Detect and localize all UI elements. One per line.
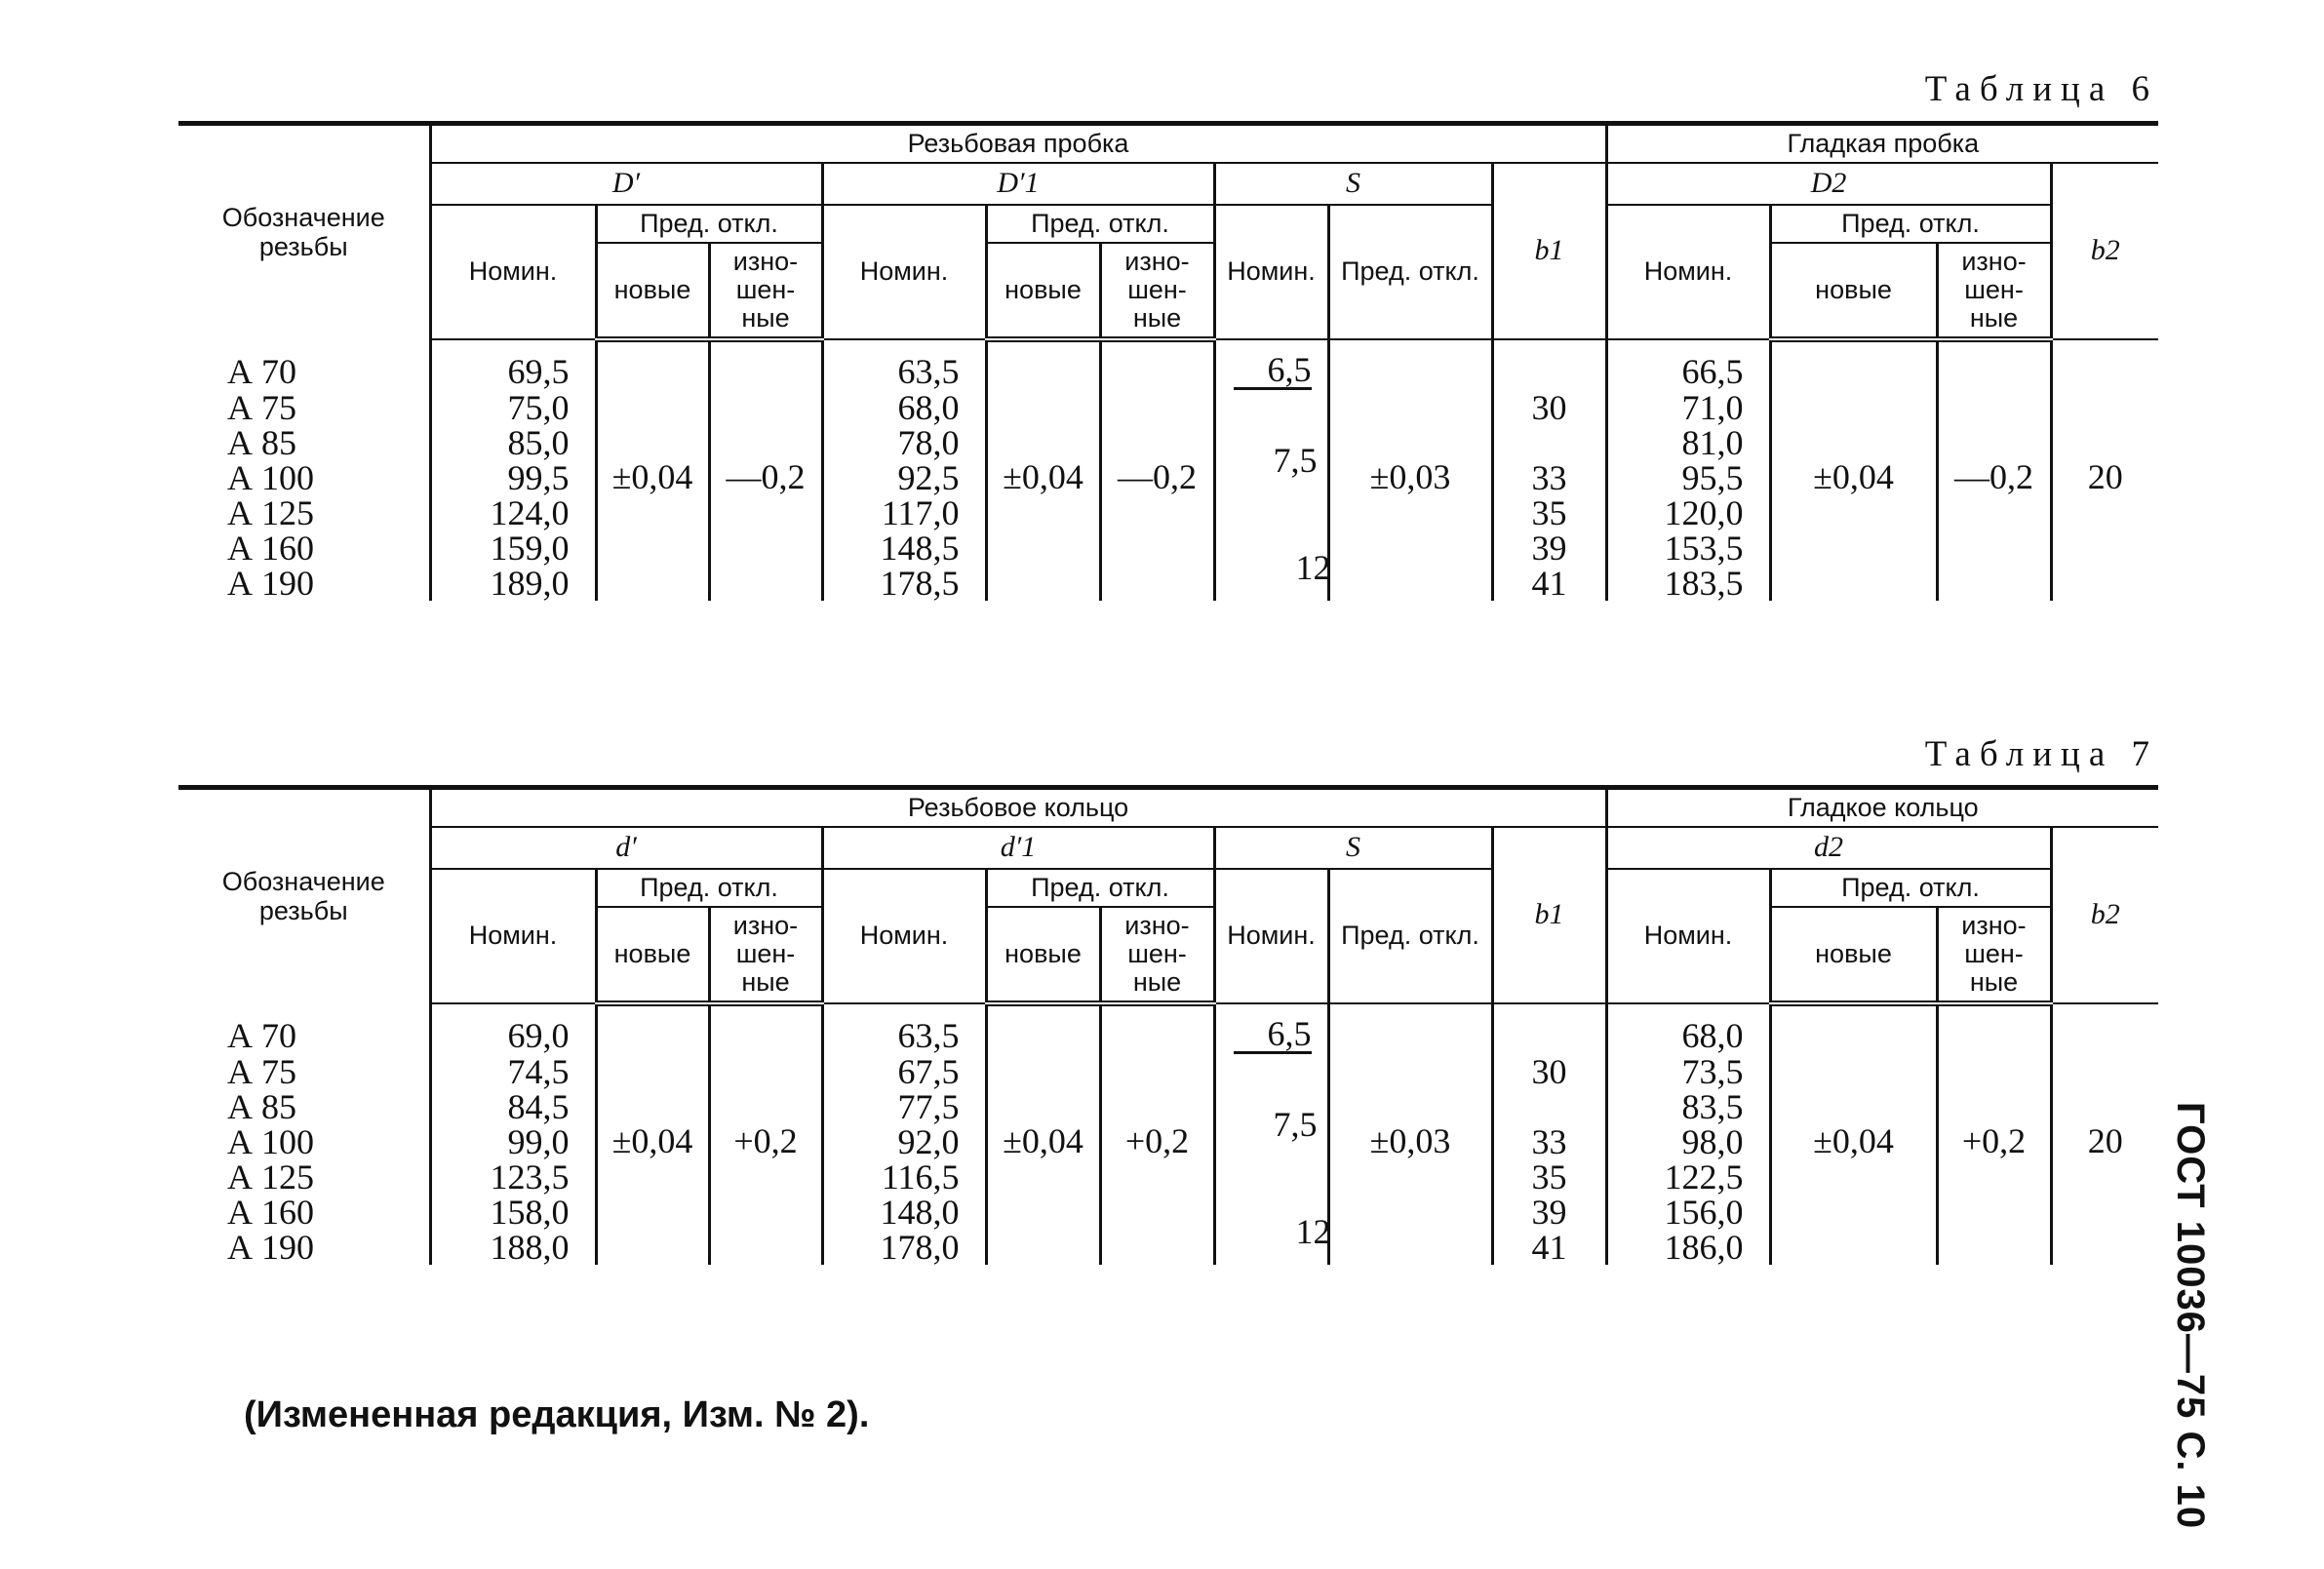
b1-cell: 30 [1492, 1054, 1606, 1089]
d1-new-tol-cell: ±0,04 [986, 352, 1100, 601]
d2-nom-cell: 68,0 [1606, 1016, 1770, 1054]
s-pred-otkl-header: Пред. откл. [1328, 869, 1492, 1004]
d1-worn-tol-cell: +0,2 [1100, 1016, 1214, 1265]
designation-cell: А 190 [227, 1228, 314, 1268]
worn-header: изно- шен- ные [1100, 243, 1214, 339]
d2-new-tol-cell: ±0,04 [1770, 352, 1937, 601]
d-nom-cell: 69,5 [430, 352, 596, 390]
b1-cell [1492, 1016, 1606, 1054]
d1-prime-header: d′1 [822, 827, 1214, 868]
pred-otkl-header: Пред. откл. [1770, 205, 2051, 243]
d1-nom-cell: 92,0 [822, 1124, 986, 1159]
d1-nom-cell: 68,0 [822, 390, 986, 425]
b1-cell [1492, 1089, 1606, 1124]
worn-header: изно- шен- ные [709, 243, 822, 339]
designation-cell: А 160 [227, 529, 314, 569]
d2-nom-cell: 66,5 [1606, 352, 1770, 390]
designation-cell: А 70 [227, 1015, 296, 1055]
s-tol-cell: ±0,03 [1328, 1016, 1492, 1265]
b1-cell [1492, 352, 1606, 390]
b1-cell: 41 [1492, 566, 1606, 601]
s-nom-cell: 7,5 [1214, 390, 1328, 530]
d1-nom-cell: 178,5 [822, 566, 986, 601]
b1-header: b1 [1492, 827, 1606, 1003]
d2-nom-cell: 73,5 [1606, 1054, 1770, 1089]
d-nom-cell: 75,0 [430, 390, 596, 425]
s-nom-cell: 12 [1214, 530, 1328, 601]
pred-otkl-header: Пред. откл. [596, 869, 822, 907]
d2-nom-cell: 153,5 [1606, 530, 1770, 566]
designation-cell: А 75 [227, 388, 296, 428]
s-nom-header: Номин. [1214, 869, 1328, 1004]
s-nom-cell: 7,5 [1214, 1054, 1328, 1195]
b1-cell: 35 [1492, 1159, 1606, 1195]
b1-cell [1492, 425, 1606, 460]
designation-cell: А 85 [227, 1087, 296, 1127]
designation-cell: А 125 [227, 493, 314, 533]
d2-header: D2 [1606, 163, 2051, 204]
d2-nom-cell: 122,5 [1606, 1159, 1770, 1195]
d-nom-cell: 158,0 [430, 1195, 596, 1230]
s-nom-header: Номин. [1214, 205, 1328, 340]
new-header: новые [596, 907, 709, 1003]
s-tol-cell: ±0,03 [1328, 352, 1492, 601]
d1-nom-cell: 77,5 [822, 1089, 986, 1124]
pred-otkl-header: Пред. откл. [986, 869, 1214, 907]
d2-nom-cell: 120,0 [1606, 495, 1770, 530]
b1-cell: 39 [1492, 530, 1606, 566]
table-6 [178, 121, 2158, 604]
designation-cell: А 100 [227, 1122, 314, 1162]
nom-header: Номин. [430, 205, 596, 340]
d-prime-header: D′ [430, 163, 822, 204]
d-nom-cell: 159,0 [430, 530, 596, 566]
b1-cell: 33 [1492, 1124, 1606, 1159]
group-smooth-plug-header: Гладкая пробка [1606, 124, 2158, 164]
d1-new-tol-cell: ±0,04 [986, 1016, 1100, 1265]
d2-worn-tol-cell: +0,2 [1937, 1016, 2051, 1265]
worn-header: изно- шен- ные [1937, 243, 2051, 339]
d-nom-cell: 84,5 [430, 1089, 596, 1124]
designation-cell: А 100 [227, 458, 314, 498]
d-new-tol-cell: ±0,04 [596, 1016, 709, 1265]
d-prime-header: d′ [430, 827, 822, 868]
d1-nom-cell: 116,5 [822, 1159, 986, 1195]
d-nom-cell: 189,0 [430, 566, 596, 601]
designation-cell: А 85 [227, 423, 296, 463]
group-thread-plug-header: Резьбовая пробка [430, 124, 1606, 164]
pred-otkl-header: Пред. откл. [596, 205, 822, 243]
pred-otkl-header: Пред. откл. [1770, 869, 2051, 907]
d-nom-cell: 99,5 [430, 460, 596, 495]
d1-nom-cell: 148,0 [822, 1195, 986, 1230]
b2-header: b2 [2051, 163, 2158, 339]
page-side-label: ГОСТ 10036—75 С. 10 [2169, 1102, 2212, 1530]
b2-cell: 20 [2051, 1016, 2158, 1265]
b2-header: b2 [2051, 827, 2158, 1003]
table-row [178, 1016, 2158, 1054]
d2-nom-cell: 71,0 [1606, 390, 1770, 425]
d-nom-cell: 99,0 [430, 1124, 596, 1159]
d2-header: d2 [1606, 827, 2051, 868]
s-pred-otkl-header: Пред. откл. [1328, 205, 1492, 340]
b1-cell: 35 [1492, 495, 1606, 530]
nom-header: Номин. [1606, 869, 1770, 1004]
group-smooth-ring-header: Гладкое кольцо [1606, 788, 2158, 828]
designation-cell: А 125 [227, 1157, 314, 1197]
b1-cell: 39 [1492, 1195, 1606, 1230]
b1-header: b1 [1492, 163, 1606, 339]
new-header: новые [1770, 243, 1937, 339]
s-nom-cell [1214, 1016, 1328, 1054]
s-nom-value: 6,5 [1234, 1016, 1312, 1054]
d1-nom-cell: 63,5 [822, 1016, 986, 1054]
d2-nom-cell: 186,0 [1606, 1230, 1770, 1265]
nom-header: Номин. [430, 869, 596, 1004]
b1-cell: 33 [1492, 460, 1606, 495]
designation-header: Обозначение резьбы [178, 124, 430, 340]
d-worn-tol-cell: +0,2 [709, 1016, 822, 1265]
group-thread-ring-header: Резьбовое кольцо [430, 788, 1606, 828]
d-worn-tol-cell: —0,2 [709, 352, 822, 601]
d1-nom-cell: 117,0 [822, 495, 986, 530]
d1-prime-header: D′1 [822, 163, 1214, 204]
d-nom-cell: 85,0 [430, 425, 596, 460]
d-nom-cell: 123,5 [430, 1159, 596, 1195]
table-7-title: Таблица 7 [1924, 734, 2158, 774]
worn-header: изно- шен- ные [1100, 907, 1214, 1003]
footnote: (Измененная редакция, Изм. № 2). [244, 1394, 870, 1435]
new-header: новые [986, 243, 1100, 339]
designation-cell: А 75 [227, 1052, 296, 1092]
d2-nom-cell: 95,5 [1606, 460, 1770, 495]
d1-worn-tol-cell: —0,2 [1100, 352, 1214, 601]
new-header: новые [1770, 907, 1937, 1003]
b2-cell: 20 [2051, 352, 2158, 601]
d2-nom-cell: 83,5 [1606, 1089, 1770, 1124]
d1-nom-cell: 63,5 [822, 352, 986, 390]
d2-nom-cell: 98,0 [1606, 1124, 1770, 1159]
d2-worn-tol-cell: —0,2 [1937, 352, 2051, 601]
d2-nom-cell: 81,0 [1606, 425, 1770, 460]
d2-nom-cell: 156,0 [1606, 1195, 1770, 1230]
s-nom-cell: 12 [1214, 1195, 1328, 1265]
nom-header: Номин. [822, 205, 986, 340]
s-header: S [1214, 827, 1492, 868]
d1-nom-cell: 67,5 [822, 1054, 986, 1089]
d-nom-cell: 188,0 [430, 1230, 596, 1265]
table-row [178, 352, 2158, 390]
d-nom-cell: 74,5 [430, 1054, 596, 1089]
d1-nom-cell: 178,0 [822, 1230, 986, 1265]
s-header: S [1214, 163, 1492, 204]
nom-header: Номин. [822, 869, 986, 1004]
new-header: новые [596, 243, 709, 339]
nom-header: Номин. [1606, 205, 1770, 340]
designation-cell: А 190 [227, 564, 314, 604]
d-nom-cell: 124,0 [430, 495, 596, 530]
worn-header: изно- шен- ные [1937, 907, 2051, 1003]
worn-header: изно- шен- ные [709, 907, 822, 1003]
d2-nom-cell: 183,5 [1606, 566, 1770, 601]
d1-nom-cell: 78,0 [822, 425, 986, 460]
designation-cell: А 70 [227, 351, 296, 391]
table-7 [178, 785, 2158, 1268]
b1-cell: 30 [1492, 390, 1606, 425]
pred-otkl-header: Пред. откл. [986, 205, 1214, 243]
d-nom-cell: 69,0 [430, 1016, 596, 1054]
new-header: новые [986, 907, 1100, 1003]
d1-nom-cell: 148,5 [822, 530, 986, 566]
b1-cell: 41 [1492, 1230, 1606, 1265]
d-new-tol-cell: ±0,04 [596, 352, 709, 601]
d1-nom-cell: 92,5 [822, 460, 986, 495]
designation-header: Обозначение резьбы [178, 788, 430, 1004]
table-6-title: Таблица 6 [1924, 69, 2158, 109]
s-nom-cell [1214, 352, 1328, 390]
s-nom-value: 6,5 [1234, 352, 1312, 390]
d2-new-tol-cell: ±0,04 [1770, 1016, 1937, 1265]
designation-cell: А 160 [227, 1193, 314, 1233]
